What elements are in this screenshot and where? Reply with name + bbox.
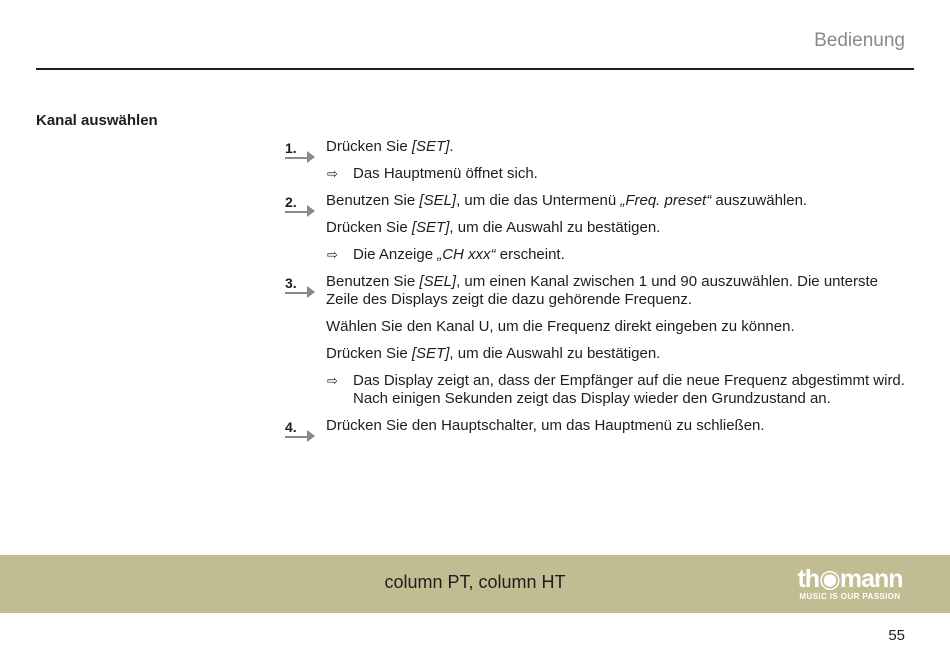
instruction: Drücken Sie [SET], um die Auswahl zu bestätigen. [326,345,661,362]
section-title: Kanal auswählen [36,112,158,129]
result-arrow-icon: ⇨ [327,373,338,388]
step-arrow-icon [307,286,315,298]
step-number: 3. [285,275,297,291]
thomann-logo [792,566,908,602]
footer-product-name: column PT, column HT [384,572,566,592]
step-number: 1. [285,140,297,156]
step-1 [285,138,910,183]
logo-wordmark: th◉mann [797,565,903,593]
instruction: Drücken Sie [SET], um die Auswahl zu bestätigen. [326,219,661,236]
step-number-marker [285,194,317,212]
instruction-list [285,138,910,444]
step-4 [285,417,910,435]
step-2 [285,192,910,264]
result: ⇨ Das Hauptmenü öffnet sich. [327,165,538,182]
header-divider [36,68,914,70]
step-3 [285,273,910,408]
step-number-marker [285,140,317,158]
logo-slogan: MUSIC IS OUR PASSION [799,592,901,601]
step-number-marker [285,419,317,437]
result-arrow-icon: ⇨ [327,247,338,262]
instruction: Drücken Sie [SET]. [326,138,454,155]
page-number: 55 [888,627,905,644]
step-arrow-icon [307,430,315,442]
instruction: Wählen Sie den Kanal U, um die Frequenz direkt eingeben zu können. [326,318,795,335]
result: ⇨ Die Anzeige „CH xxx“ erscheint. [327,246,565,263]
result: ⇨ Das Display zeigt an, dass der Empfänger auf die neue Frequenz abgestimmt wird. Nach einigen Sekunden zeigt das Display wieder den Grundzustand an. [327,372,905,407]
step-arrow-icon [307,205,315,217]
step-number-marker [285,275,317,293]
instruction: Drücken Sie den Hauptschalter, um das Hauptmenü zu schließen. [326,417,765,434]
step-number: 4. [285,419,297,435]
page-header-title: Bedienung [814,30,905,51]
result-arrow-icon: ⇨ [327,166,338,181]
step-number: 2. [285,194,297,210]
instruction: Benutzen Sie [SEL], um einen Kanal zwischen 1 und 90 auszuwählen. Die unterste Zeile des Displays zeigt die dazu gehörende Frequenz. [326,273,879,308]
step-arrow-icon [307,151,315,163]
instruction: Benutzen Sie [SEL], um die das Untermenü „Freq. preset“ auszuwählen. [326,192,808,209]
